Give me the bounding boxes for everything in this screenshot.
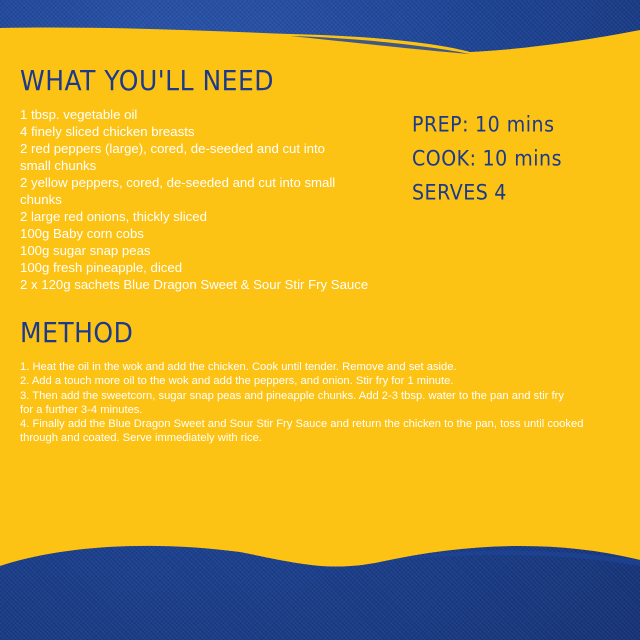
method-heading: METHOD <box>20 316 134 349</box>
cook-value: 10 mins <box>482 146 562 172</box>
prep-time <box>412 106 562 143</box>
prep-label: PREP: <box>412 112 470 138</box>
serves-value: 4 <box>494 180 507 206</box>
ingredients-list <box>20 106 420 293</box>
ingredient-item: 100g fresh pineapple, diced <box>20 260 183 275</box>
ingredient-item: 2 x 120g sachets Blue Dragon Sweet & Sour Stir Fry Sauce <box>20 277 369 292</box>
ingredient-item: 100g sugar snap peas <box>20 243 151 258</box>
prep-value: 10 mins <box>475 112 555 138</box>
cook-label: COOK: <box>412 146 477 172</box>
ingredient-item: 2 red peppers (large), cored, de-seeded and cut into small chunks <box>20 141 325 173</box>
method-step: 1. Heat the oil in the wok and add the chicken. Cook until tender. Remove and set aside. <box>20 361 457 373</box>
ingredient-item: 2 large red onions, thickly sliced <box>20 209 207 224</box>
serves-label: SERVES <box>412 180 489 206</box>
method-step: 4. Finally add the Blue Dragon Sweet and Sour Stir Fry Sauce and return the chicken to the pan, toss until cooked through and coated. Serve immediately with rice. <box>20 418 584 445</box>
ingredients-heading: WHAT YOU'LL NEED <box>20 64 274 97</box>
method-step: 3. Then add the sweetcorn, sugar snap peas and pineapple chunks. Add 2-3 tbsp. water to the pan and stir fry for a further 3-4 minutes. <box>20 389 564 416</box>
method-steps <box>20 360 610 446</box>
recipe-times <box>412 108 562 210</box>
ingredient-item: 4 finely sliced chicken breasts <box>20 124 195 139</box>
method-step: 2. Add a touch more oil to the wok and add the peppers, and onion. Stir fry for 1 minute. <box>20 375 454 388</box>
cook-time <box>412 140 562 177</box>
ingredient-item: 2 yellow peppers, cored, de-seeded and cut into small chunks <box>20 175 336 207</box>
ingredient-item: 100g Baby corn cobs <box>20 226 144 241</box>
serves <box>412 174 562 211</box>
ingredient-item: 1 tbsp. vegetable oil <box>20 107 138 122</box>
